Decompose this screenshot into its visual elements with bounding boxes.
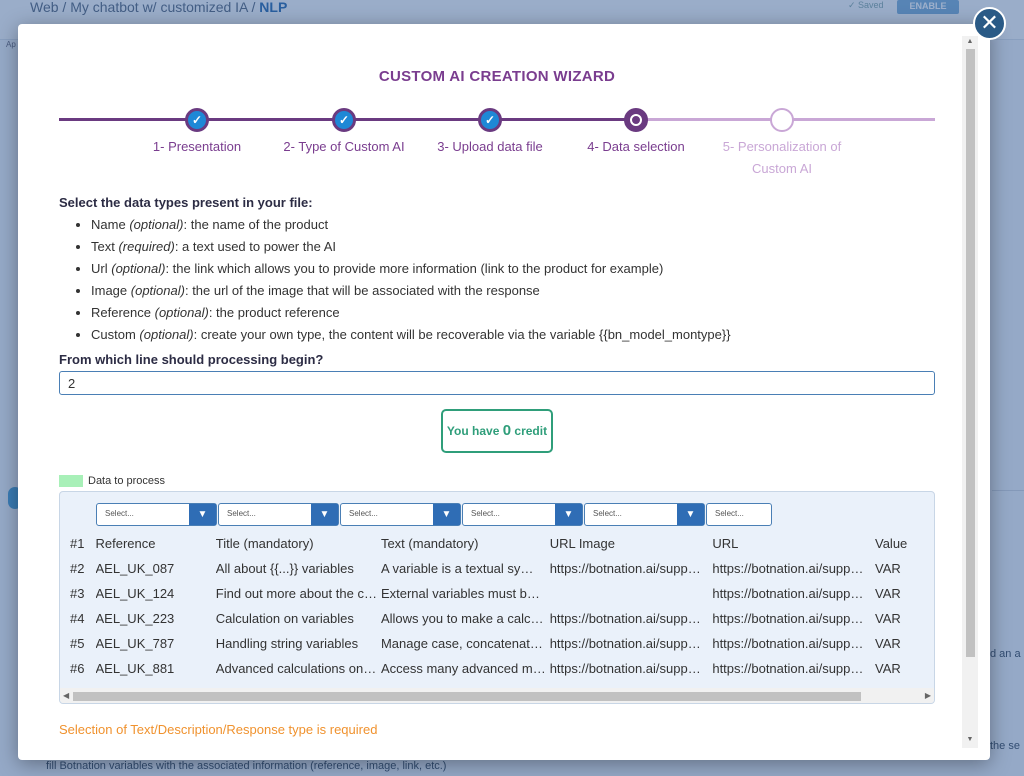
types-heading: Select the data types present in your file: bbox=[59, 195, 313, 210]
table-row: #6 AEL_UK_881 Advanced calculations on… Access many advanced m… https://botnation.ai/supp… https://botnation.ai/supp… VAR bbox=[70, 661, 901, 676]
types-list bbox=[91, 214, 939, 346]
wizard-title: CUSTOM AI CREATION WIZARD bbox=[378, 68, 616, 85]
column-type-select[interactable]: Select... ▼ bbox=[584, 503, 705, 526]
step-label: 1- Presentation bbox=[152, 139, 242, 154]
table-row: #5 AEL_UK_787 Handling string variables Manage case, concatenat… https://botnation.ai/supp… https://botnation.ai/supp… VAR bbox=[70, 636, 901, 651]
chevron-down-icon: ▼ bbox=[433, 504, 460, 525]
active-step-icon bbox=[624, 108, 648, 132]
list-item: • Custom (optional): create your own type, the content will be recoverable via the variable {{bn_model_montype}} bbox=[91, 324, 939, 346]
scroll-down-icon[interactable]: ▼ bbox=[966, 736, 974, 743]
step-presentation[interactable] bbox=[122, 108, 272, 158]
close-button[interactable] bbox=[973, 7, 1006, 40]
close-icon: ✕ bbox=[980, 10, 999, 35]
step-label: 2- Type of Custom AI bbox=[283, 139, 405, 154]
column-type-select[interactable]: Select... ▼ bbox=[340, 503, 461, 526]
saved-status: ✓ Saved bbox=[848, 0, 884, 10]
list-item: • Name (optional): the name of the product bbox=[91, 214, 939, 236]
credit-badge: You have 0 credit bbox=[441, 409, 553, 453]
step-data-selection bbox=[561, 108, 711, 158]
chevron-down-icon: ▼ bbox=[677, 504, 704, 525]
data-types-section bbox=[59, 192, 939, 395]
check-icon: ✓ bbox=[478, 108, 502, 132]
data-table bbox=[60, 531, 934, 681]
breadcrumb: Web / My chatbot w/ customized IA / NLP bbox=[30, 0, 288, 15]
legend: Data to process bbox=[59, 475, 165, 487]
table-row: #3 AEL_UK_124 Find out more about the c… External variables must b… https://botnation.ai/supp… VAR bbox=[70, 586, 901, 601]
start-line-input[interactable] bbox=[59, 371, 935, 395]
check-icon: ✓ bbox=[332, 108, 356, 132]
side-label: Ap bbox=[6, 40, 16, 49]
pending-step-icon bbox=[770, 108, 794, 132]
step-label: 3- Upload data file bbox=[437, 139, 543, 154]
step-label: 5- Personalization of Custom AI bbox=[722, 139, 842, 176]
column-type-select[interactable]: Select... ▼ bbox=[218, 503, 339, 526]
chevron-down-icon: ▼ bbox=[311, 504, 338, 525]
column-type-select[interactable]: Select... ▼ bbox=[96, 503, 217, 526]
enable-button[interactable]: ENABLE bbox=[897, 0, 959, 14]
wizard-modal bbox=[18, 24, 990, 760]
list-item: • Text (required): a text used to power the AI bbox=[91, 236, 939, 258]
scrollbar-thumb[interactable] bbox=[966, 49, 975, 657]
list-item: • Url (optional): the link which allows you to provide more information (link to the product for example) bbox=[91, 258, 939, 280]
step-type[interactable] bbox=[269, 108, 419, 158]
table-row: #4 AEL_UK_223 Calculation on variables Allows you to make a calc… https://botnation.ai/supp… https://botnation.ai/supp… VAR bbox=[70, 611, 901, 626]
scroll-right-icon[interactable]: ▶ bbox=[924, 691, 931, 700]
list-item: • Image (optional): the url of the image that will be associated with the response bbox=[91, 280, 939, 302]
background-text: fill Botnation variables with the associated information (reference, image, link, etc.) bbox=[46, 760, 447, 772]
scrollbar-thumb[interactable] bbox=[73, 692, 861, 701]
horizontal-scrollbar[interactable] bbox=[60, 688, 934, 704]
vertical-scrollbar[interactable] bbox=[962, 36, 978, 748]
step-label: 4- Data selection bbox=[587, 139, 685, 154]
table-row: #2 AEL_UK_087 All about {{...}} variables A variable is a textual sy… https://botnation.ai/supp… https://botnation.ai/supp… VAR bbox=[70, 561, 901, 576]
list-item: • Reference (optional): the product reference bbox=[91, 302, 939, 324]
data-preview-table bbox=[59, 491, 935, 704]
column-type-select[interactable]: Select... bbox=[706, 503, 772, 526]
step-personalization bbox=[707, 108, 857, 180]
start-line-label: From which line should processing begin? bbox=[59, 352, 324, 367]
check-icon: ✓ bbox=[185, 108, 209, 132]
scroll-up-icon[interactable]: ▲ bbox=[966, 38, 974, 45]
background-text: d an a bbox=[990, 648, 1021, 660]
chevron-down-icon: ▼ bbox=[555, 504, 582, 525]
validation-warning: Selection of Text/Description/Response type is required bbox=[59, 722, 378, 737]
column-type-selects bbox=[96, 503, 772, 526]
scroll-left-icon[interactable]: ◀ bbox=[63, 691, 70, 700]
table-row: #1 Reference Title (mandatory) Text (mandatory) URL Image URL Value bbox=[70, 536, 908, 551]
chevron-down-icon: ▼ bbox=[189, 504, 216, 525]
step-upload[interactable] bbox=[415, 108, 565, 158]
background-text: the se bbox=[990, 740, 1020, 752]
column-type-select[interactable]: Select... ▼ bbox=[462, 503, 583, 526]
legend-swatch bbox=[59, 475, 83, 487]
